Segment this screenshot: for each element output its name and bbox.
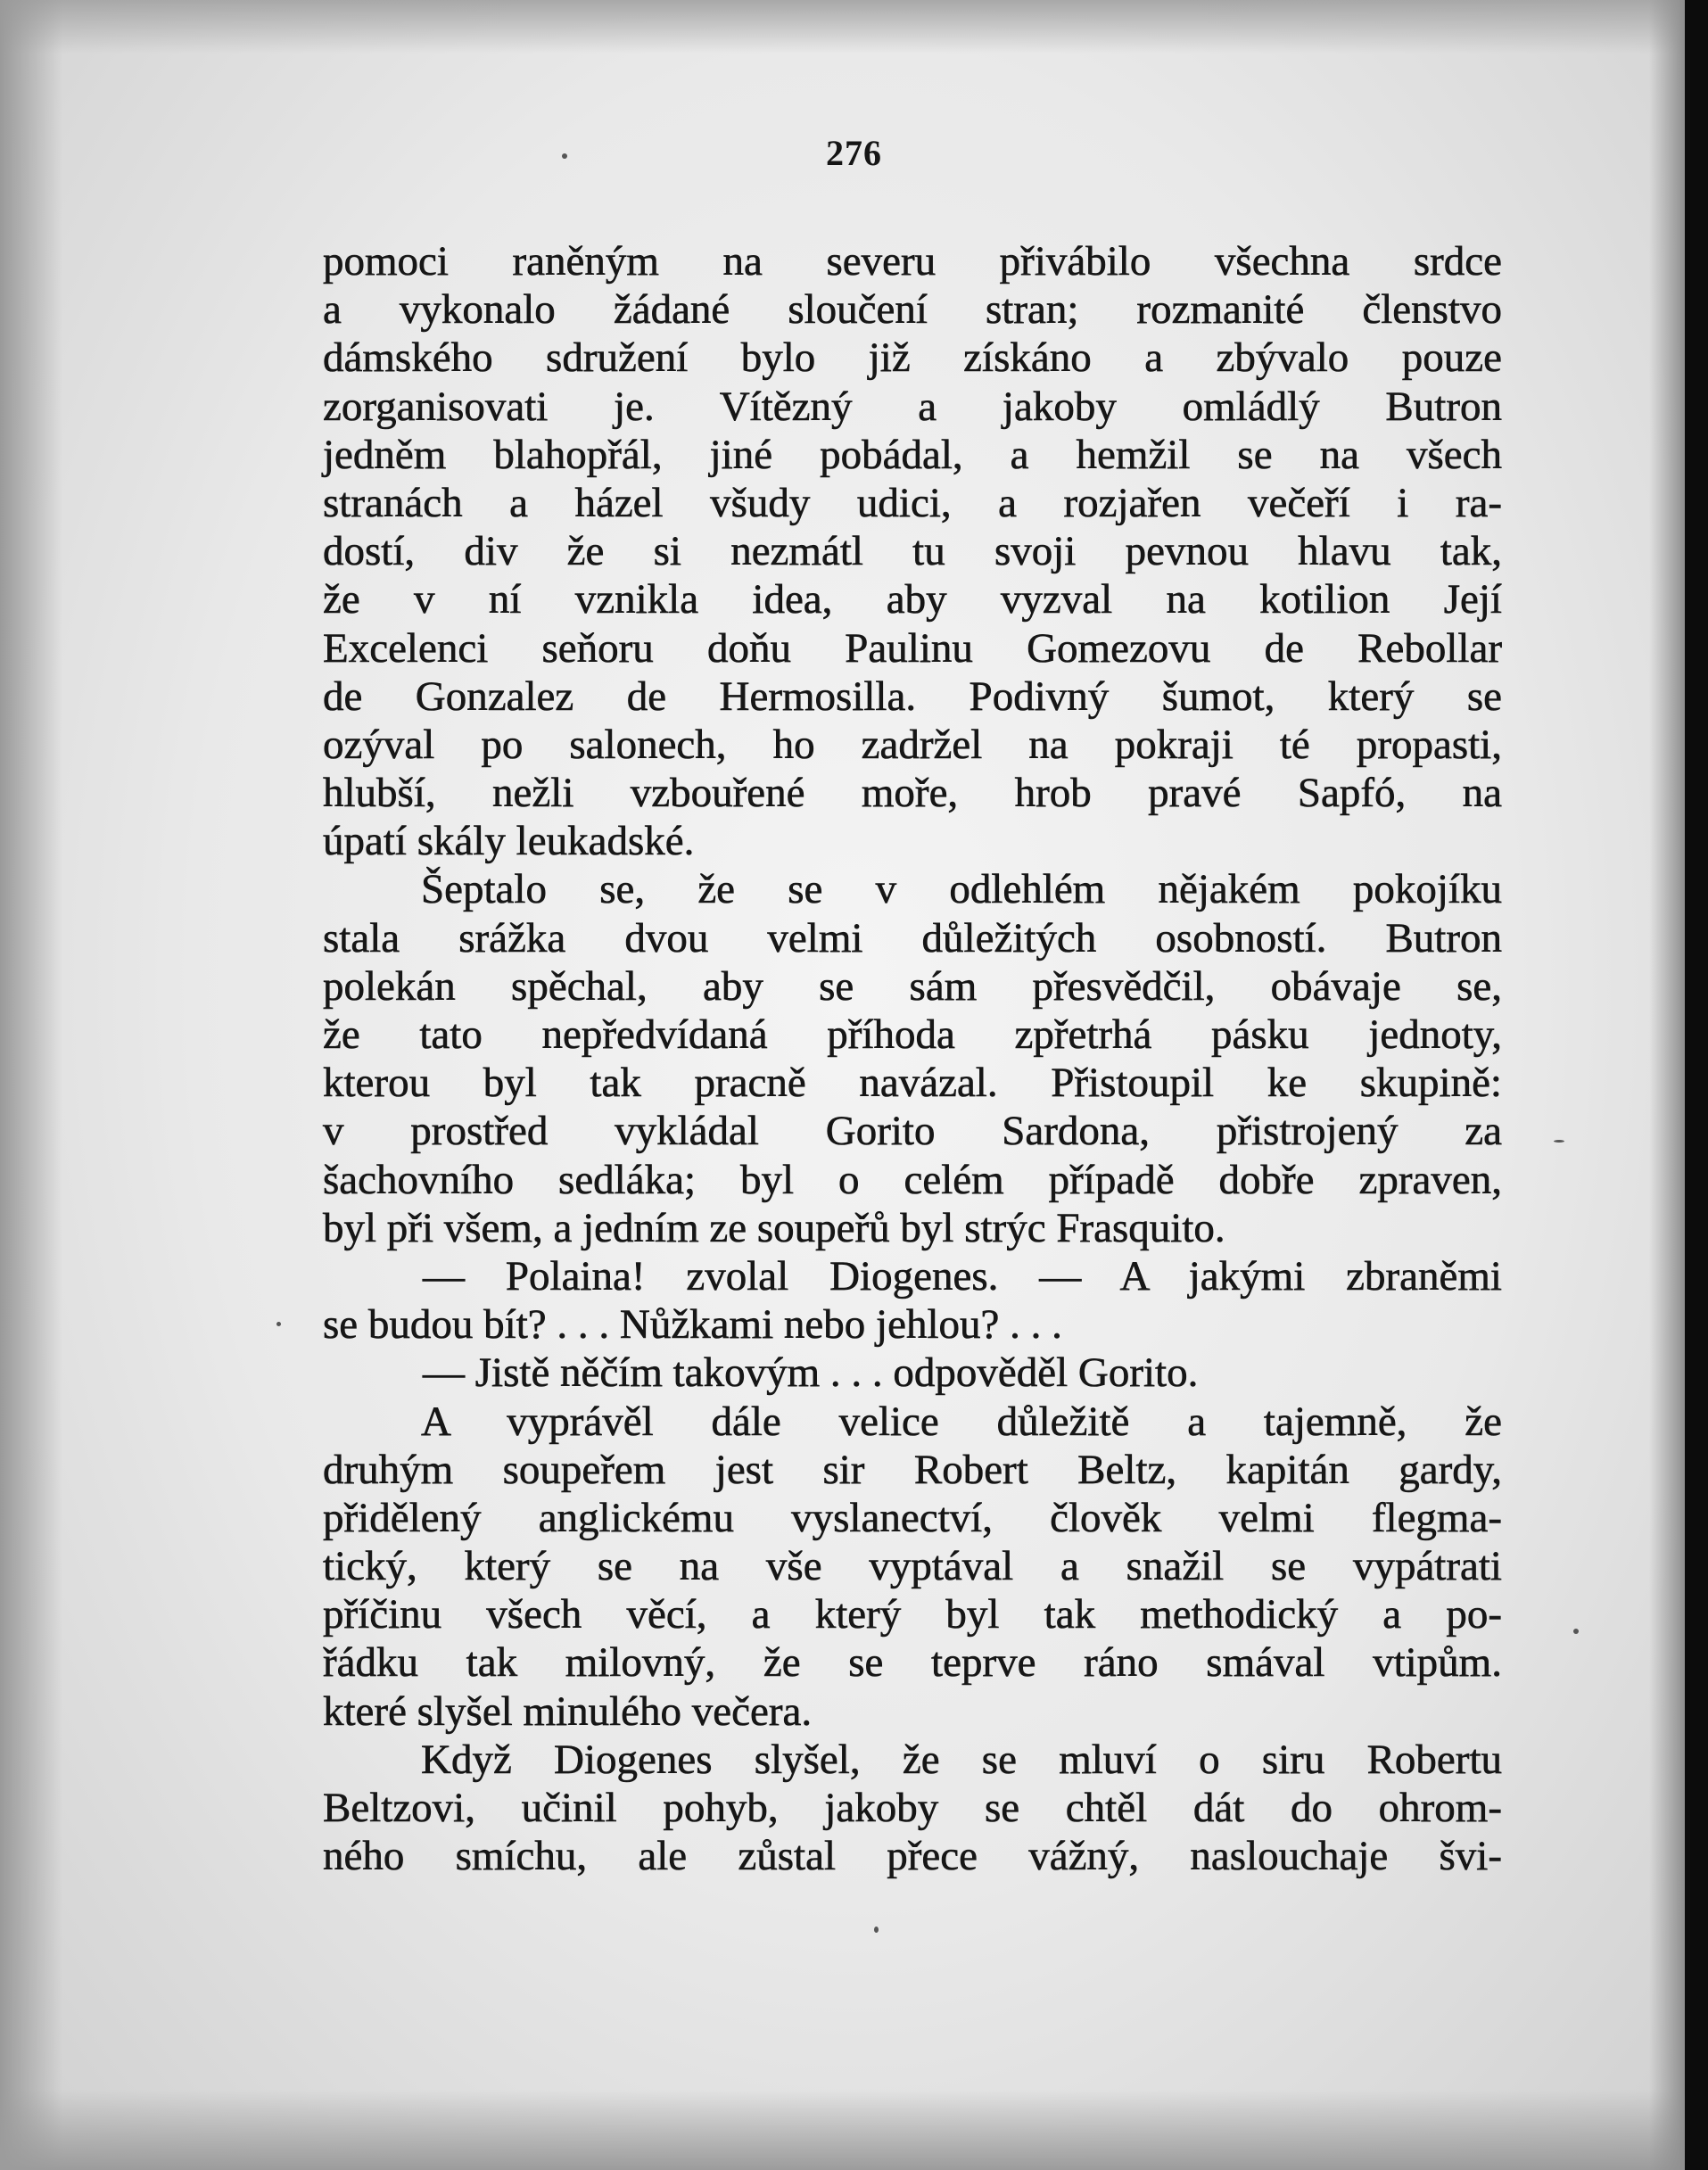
- text-line: polekán spěchal, aby se sám přesvědčil, obávaje se,: [323, 962, 1502, 1010]
- text-line: a vykonalo žádané sloučení stran; rozmanité členstvo: [323, 286, 1502, 334]
- text-line: dostí, div že si nezmátl tu svoji pevnou hlavu tak,: [323, 528, 1502, 575]
- text-line: kterou byl tak pracně navázal. Přistoupil ke skupině:: [323, 1060, 1502, 1107]
- text-line: Excelenci seňoru doňu Paulinu Gomezovu de Rebollar: [323, 624, 1502, 672]
- text-line: de Gonzalez de Hermosilla. Podivný šumot, který se: [323, 672, 1502, 720]
- text-line: pomoci raněným na severu přivábilo všechna srdce: [323, 238, 1502, 285]
- text-line: druhým soupeřem jest sir Robert Beltz, kapitán gardy,: [323, 1446, 1502, 1493]
- text-line: A vyprávěl dále velice důležitě a tajemně, že: [421, 1398, 1502, 1445]
- text-line: hlubší, nežli vzbouřené moře, hrob pravé Sapfó, na: [323, 770, 1502, 817]
- page-edge-right-shadow: [1649, 0, 1685, 2170]
- text-line: v prostřed vykládal Gorito Sardona, přistrojený za: [323, 1108, 1502, 1155]
- text-line: příčinu všech věcí, a který byl tak methodický a po-: [323, 1591, 1502, 1638]
- text-line: že tato nepředvídaná příhoda zpřetrhá pásku jednoty,: [323, 1011, 1502, 1058]
- text-line: ného smíchu, ale zůstal přece vážný, naslouchaje švi-: [323, 1833, 1502, 1880]
- text-line: — Jistě něčím takovým . . . odpověděl Gorito.: [423, 1349, 1199, 1397]
- page-edge-bottom-shadow: [0, 2090, 1708, 2170]
- page-edge-top-shadow: [0, 0, 1708, 54]
- body-text: [323, 237, 1502, 1880]
- text-line: úpatí skály leukadské.: [323, 818, 695, 865]
- text-line: se budou bít? . . . Nůžkami nebo jehlou? . . .: [323, 1301, 1062, 1349]
- text-line: Šeptalo se, že se v odlehlém nějakém pokojíku: [421, 866, 1502, 913]
- paper-speck: [276, 1322, 281, 1326]
- text-line: přidělený anglickému vyslanectví, člověk velmi flegma-: [323, 1494, 1502, 1541]
- paper-speck: [874, 1927, 879, 1933]
- text-line: řádku tak milovný, že se teprve ráno smával vtipům.: [323, 1639, 1502, 1687]
- text-line: které slyšel minulého večera.: [323, 1687, 813, 1735]
- page-number: 276: [826, 133, 882, 173]
- text-line: Když Diogenes slyšel, že se mluví o siru Robertu: [421, 1736, 1502, 1783]
- page-edge-left-shadow: [0, 0, 62, 2170]
- text-line: stranách a házel všudy udici, a rozjařen večeří i ra-: [323, 479, 1502, 526]
- text-line: zorganisovati je. Vítězný a jakoby omládlý Butron: [323, 383, 1502, 430]
- text-line: Beltzovi, učinil pohyb, jakoby se chtěl dát do ohrom-: [323, 1785, 1502, 1831]
- text-line: jedněm blahopřál, jiné pobádal, a hemžil se na všech: [323, 431, 1502, 478]
- paper-speck: [1573, 1629, 1579, 1634]
- text-line: dámského sdružení bylo již získáno a zbývalo pouze: [323, 334, 1502, 382]
- text-line: tický, který se na vše vyptával a snažil se vypátrati: [323, 1543, 1502, 1590]
- text-line: byl při všem, a jedním ze soupeřů byl strýc Frasquito.: [323, 1204, 1225, 1251]
- paper-speck: [1554, 1140, 1564, 1143]
- text-line: ozýval po salonech, ho zadržel na pokraji té propasti,: [323, 721, 1502, 768]
- text-line: že v ní vznikla idea, aby vyzval na kotilion Její: [323, 576, 1502, 623]
- text-line: — Polaina! zvolal Diogenes. — A jakými zbraněmi: [423, 1252, 1502, 1300]
- page-edge-right-binding: [1685, 0, 1708, 2170]
- text-line: stala srážka dvou velmi důležitých osobností. Butron: [323, 914, 1502, 961]
- text-line: šachovního sedláka; byl o celém případě dobře zpraven,: [323, 1156, 1502, 1203]
